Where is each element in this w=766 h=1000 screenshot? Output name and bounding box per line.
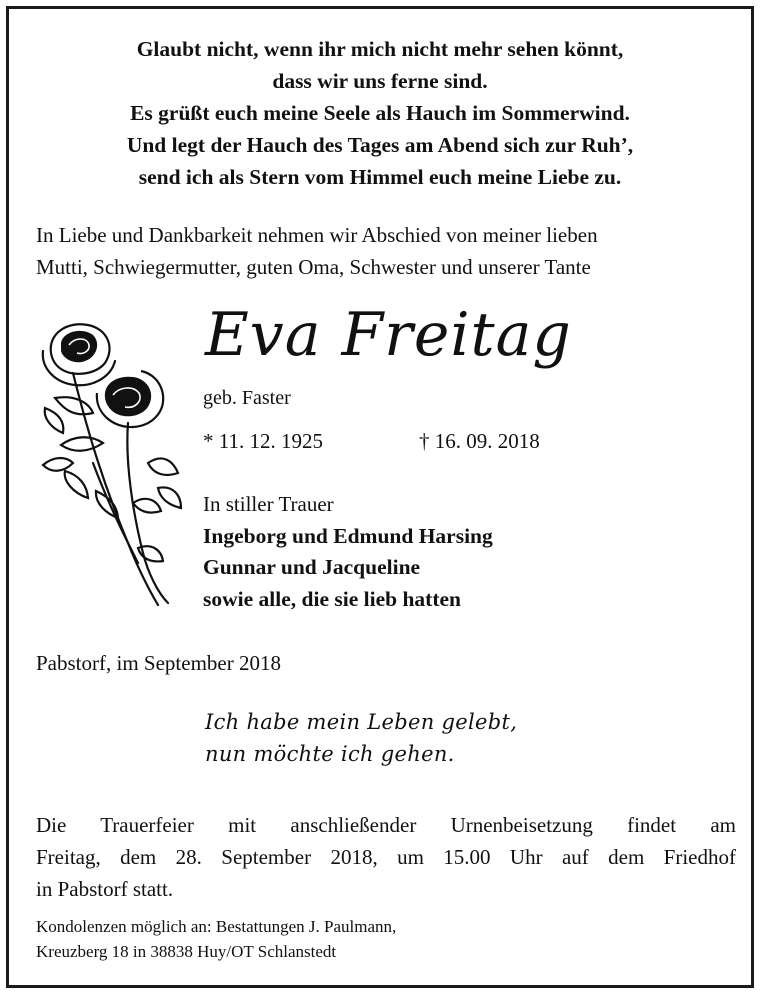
death-date: † 16. 09. 2018 bbox=[419, 429, 540, 453]
ceremony-line: Die Trauerfeier mit anschließender Urnenbeisetzung findet am bbox=[36, 813, 736, 837]
deceased-name: Eva Freitag bbox=[205, 300, 572, 370]
mourners bbox=[203, 489, 493, 615]
ceremony-info bbox=[36, 809, 736, 905]
obituary-notice bbox=[6, 6, 754, 988]
poem-line: Glaubt nicht, wenn ihr mich nicht mehr sehen könnt, bbox=[136, 37, 624, 61]
rose-icon bbox=[33, 313, 193, 613]
poem-line: dass wir uns ferne sind. bbox=[272, 69, 488, 93]
mourners-heading: In stiller Trauer bbox=[203, 492, 334, 516]
condolence-line: Kondolenzen möglich an: Bestattungen J. Paulmann, bbox=[36, 917, 397, 936]
poem-line: send ich als Stern vom Himmel euch meine Liebe zu. bbox=[138, 165, 622, 189]
mourner-line: Ingeborg und Edmund Harsing bbox=[203, 523, 493, 548]
poem-line: Es grüßt euch meine Seele als Hauch im Sommerwind. bbox=[130, 101, 630, 125]
poem bbox=[9, 33, 751, 193]
maiden-name: geb. Faster bbox=[203, 387, 291, 409]
intro-line: Mutti, Schwiegermutter, guten Oma, Schwester und unserer Tante bbox=[36, 254, 591, 279]
quote bbox=[205, 706, 517, 770]
quote-line: Ich habe mein Leben gelebt, bbox=[205, 710, 518, 734]
condolence-line: Kreuzberg 18 in 38838 Huy/OT Schlanstedt bbox=[36, 942, 337, 961]
ceremony-line: Freitag, dem 28. September 2018, um 15.00 Uhr auf dem Friedhof bbox=[36, 845, 736, 869]
quote-line: nun möchte ich gehen. bbox=[205, 742, 455, 766]
mourner-line: Gunnar und Jacqueline bbox=[203, 555, 421, 579]
birth-date: * 11. 12. 1925 bbox=[203, 429, 323, 453]
mourner-line: sowie alle, die sie lieb hatten bbox=[203, 586, 461, 611]
poem-line: Und legt der Hauch des Tages am Abend sich zur Ruh’, bbox=[126, 133, 634, 157]
intro-line: In Liebe und Dankbarkeit nehmen wir Abschied von meiner lieben bbox=[36, 223, 598, 247]
ceremony-line: in Pabstorf statt. bbox=[36, 877, 174, 901]
place-date: Pabstorf, im September 2018 bbox=[36, 651, 281, 675]
intro-text bbox=[36, 220, 729, 283]
condolence-info bbox=[36, 914, 396, 964]
